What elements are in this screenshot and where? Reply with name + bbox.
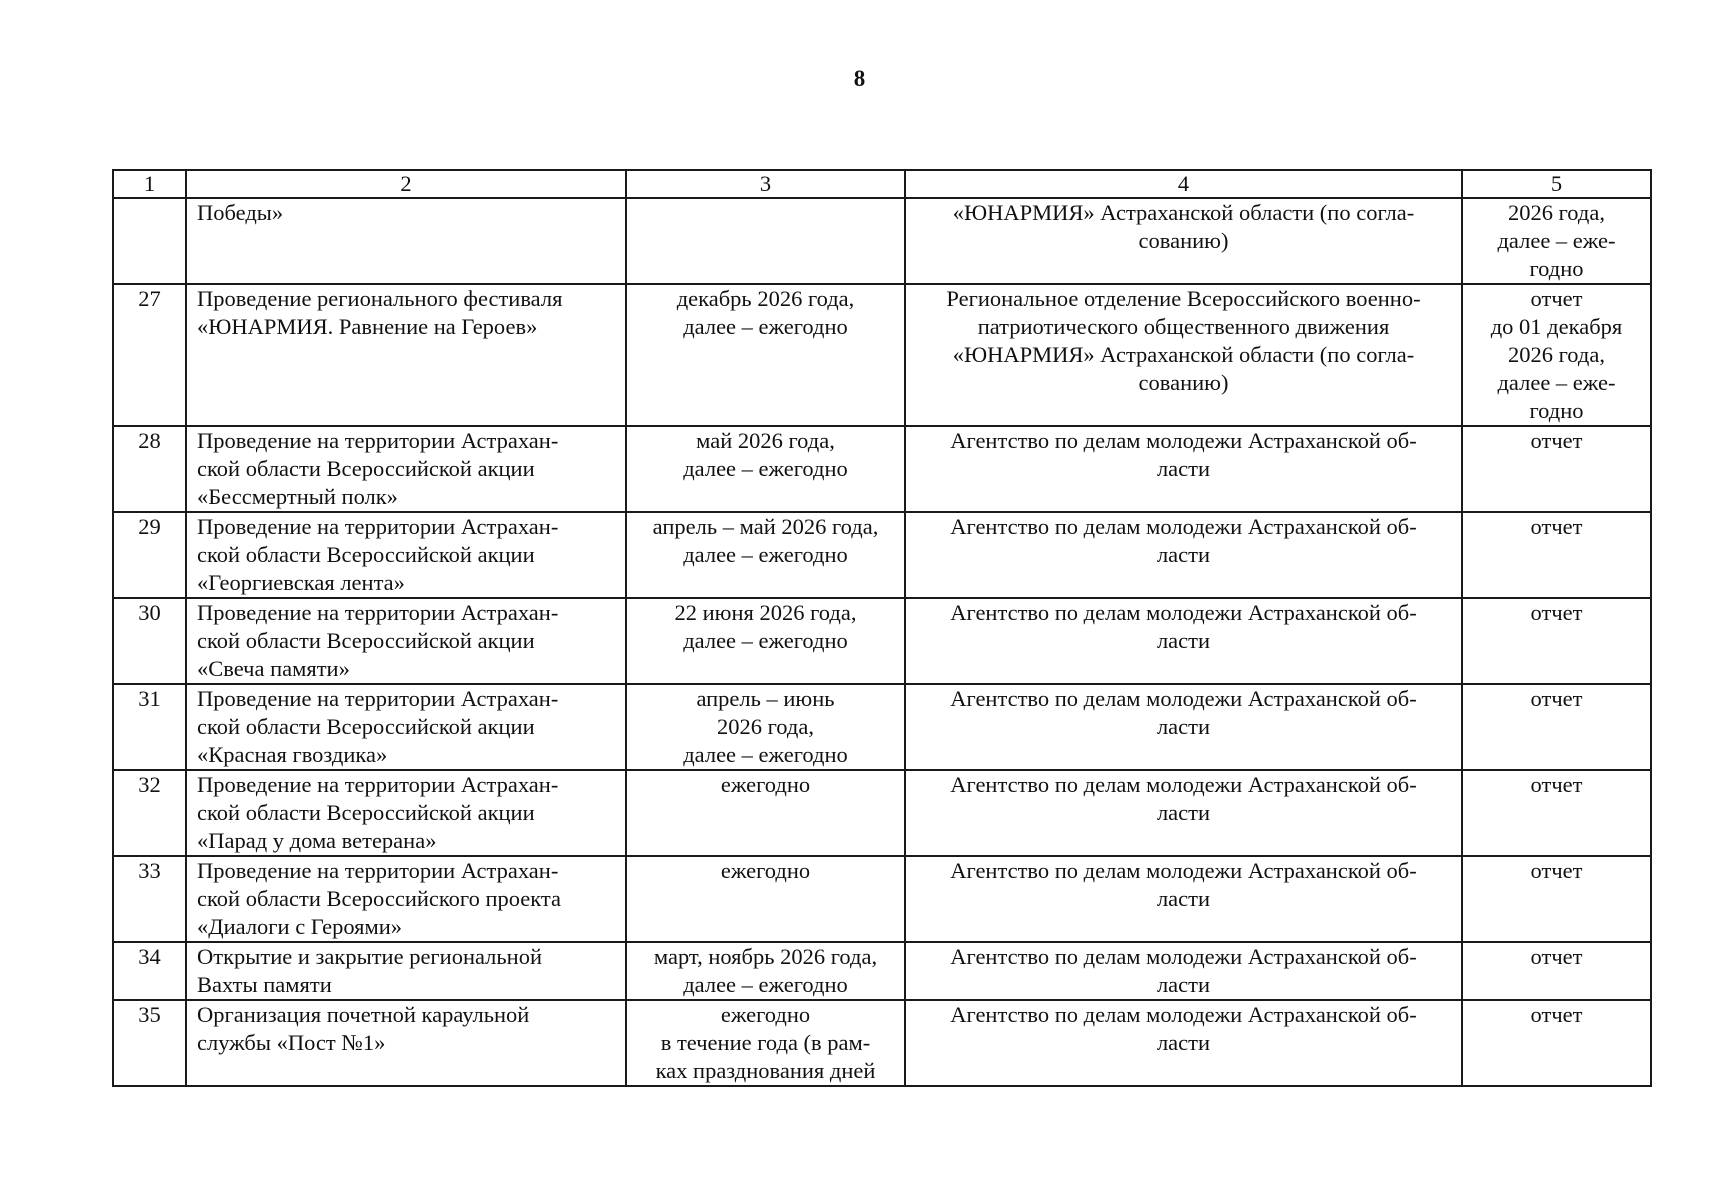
report-form xyxy=(1462,856,1651,942)
event-name-line: Проведение на территории Астрахан- xyxy=(197,428,559,453)
report-form-line: годно xyxy=(1529,398,1584,423)
event-name-line: Проведение на территории Астрахан- xyxy=(197,686,559,711)
report-form xyxy=(1462,684,1651,770)
event-name-line: Победы» xyxy=(197,200,284,225)
event-term-line: декабрь 2026 года, xyxy=(676,286,855,311)
table-row xyxy=(113,426,1651,512)
table-row xyxy=(113,856,1651,942)
column-number-5: 5 xyxy=(1462,170,1651,198)
event-name-line: ской области Всероссийской акции xyxy=(197,456,535,481)
event-executor-line: Агентство по делам молодежи Астраханской об- xyxy=(950,514,1417,539)
table-row xyxy=(113,598,1651,684)
event-executor-line: Агентство по делам молодежи Астраханской об- xyxy=(950,1002,1417,1027)
event-term xyxy=(626,598,905,684)
event-executor xyxy=(905,770,1462,856)
event-term-line: 2026 года, xyxy=(717,714,814,739)
event-name xyxy=(186,198,626,284)
event-name-line: Проведение регионального фестиваля xyxy=(197,286,563,311)
table-row xyxy=(113,512,1651,598)
row-number: 35 xyxy=(113,1000,186,1086)
event-executor-line: ласти xyxy=(1156,1030,1211,1055)
event-executor-line: ласти xyxy=(1156,456,1211,481)
report-form-line: отчет xyxy=(1530,600,1583,625)
row-number: 32 xyxy=(113,770,186,856)
event-executor-line: «ЮНАРМИЯ» Астраханской области (по согла- xyxy=(952,200,1415,225)
event-name xyxy=(186,598,626,684)
report-form-line: 2026 года, xyxy=(1508,342,1605,367)
report-form xyxy=(1462,284,1651,426)
event-name-line: «Георгиевская лента» xyxy=(197,570,405,595)
event-name xyxy=(186,770,626,856)
report-form xyxy=(1462,598,1651,684)
column-number-3: 3 xyxy=(626,170,905,198)
table-row xyxy=(113,942,1651,1000)
report-form-line: отчет xyxy=(1530,772,1583,797)
report-form-line: отчет xyxy=(1530,686,1583,711)
report-form-line: отчет xyxy=(1530,286,1583,311)
event-executor-line: Агентство по делам молодежи Астраханской об- xyxy=(950,600,1417,625)
column-number-2: 2 xyxy=(186,170,626,198)
report-form-line: 2026 года, xyxy=(1508,200,1605,225)
table-row xyxy=(113,1000,1651,1086)
event-name-line: ской области Всероссийской акции xyxy=(197,628,535,653)
event-name-line: Организация почетной караульной xyxy=(197,1002,530,1027)
report-form-line: отчет xyxy=(1530,858,1583,883)
event-executor xyxy=(905,1000,1462,1086)
table-row xyxy=(113,770,1651,856)
report-form xyxy=(1462,512,1651,598)
event-term xyxy=(626,942,905,1000)
row-number: 27 xyxy=(113,284,186,426)
event-term-line: март, ноябрь 2026 года, xyxy=(653,944,878,969)
event-executor xyxy=(905,684,1462,770)
event-name xyxy=(186,856,626,942)
event-name-line: «Красная гвоздика» xyxy=(197,742,388,767)
event-term xyxy=(626,770,905,856)
event-name-line: ской области Всероссийской акции xyxy=(197,542,535,567)
event-term-line: далее – ежегодно xyxy=(683,456,848,481)
event-term-line: 22 июня 2026 года, xyxy=(674,600,857,625)
event-term-line: далее – ежегодно xyxy=(683,314,848,339)
event-name-line: «Свеча памяти» xyxy=(197,656,350,681)
event-term-line: далее – ежегодно xyxy=(683,628,848,653)
event-term-line: далее – ежегодно xyxy=(683,742,848,767)
event-name-line: Открытие и закрытие региональной xyxy=(197,944,542,969)
event-term-line: ежегодно xyxy=(720,772,811,797)
report-form-line: далее – еже- xyxy=(1497,228,1616,253)
report-form-line: отчет xyxy=(1530,514,1583,539)
event-term xyxy=(626,684,905,770)
column-number-1: 1 xyxy=(113,170,186,198)
event-executor-line: Агентство по делам молодежи Астраханской об- xyxy=(950,686,1417,711)
report-form-line: отчет xyxy=(1530,944,1583,969)
event-executor-line: сованию) xyxy=(1138,370,1229,395)
column-number-row xyxy=(113,170,1651,198)
column-number-4: 4 xyxy=(905,170,1462,198)
row-number: 29 xyxy=(113,512,186,598)
row-number: 30 xyxy=(113,598,186,684)
event-term-line: ежегодно xyxy=(720,858,811,883)
event-term-line: далее – ежегодно xyxy=(683,542,848,567)
event-executor-line: Агентство по делам молодежи Астраханской об- xyxy=(950,858,1417,883)
event-executor-line: патриотического общественного движения xyxy=(977,314,1390,339)
event-executor xyxy=(905,942,1462,1000)
report-form-line: далее – еже- xyxy=(1497,370,1616,395)
event-term xyxy=(626,426,905,512)
event-name-line: «ЮНАРМИЯ. Равнение на Героев» xyxy=(197,314,538,339)
event-term xyxy=(626,198,905,284)
event-executor-line: Региональное отделение Всероссийского военно- xyxy=(946,286,1421,311)
event-name-line: Вахты памяти xyxy=(197,972,332,997)
event-executor-line: ласти xyxy=(1156,714,1211,739)
event-executor xyxy=(905,598,1462,684)
event-term-line: апрель – май 2026 года, xyxy=(652,514,879,539)
event-name xyxy=(186,684,626,770)
event-name-line: Проведение на территории Астрахан- xyxy=(197,514,559,539)
event-executor xyxy=(905,856,1462,942)
event-executor xyxy=(905,512,1462,598)
event-name-line: «Парад у дома ветерана» xyxy=(197,828,437,853)
event-executor-line: Агентство по делам молодежи Астраханской об- xyxy=(950,944,1417,969)
event-term-line: апрель – июнь xyxy=(696,686,835,711)
event-name-line: Проведение на территории Астрахан- xyxy=(197,858,559,883)
report-form xyxy=(1462,426,1651,512)
event-executor-line: ласти xyxy=(1156,800,1211,825)
row-number: 28 xyxy=(113,426,186,512)
report-form xyxy=(1462,198,1651,284)
table-row xyxy=(113,684,1651,770)
event-executor-line: ласти xyxy=(1156,542,1211,567)
event-term-line: ках празднования дней xyxy=(655,1058,876,1083)
report-form xyxy=(1462,770,1651,856)
report-form xyxy=(1462,942,1651,1000)
event-executor-line: ласти xyxy=(1156,628,1211,653)
report-form-line: до 01 декабря xyxy=(1490,314,1623,339)
event-term-line: ежегодно xyxy=(720,1002,811,1027)
event-executor-line: Агентство по делам молодежи Астраханской об- xyxy=(950,428,1417,453)
event-name-line: службы «Пост №1» xyxy=(197,1030,386,1055)
event-executor-line: «ЮНАРМИЯ» Астраханской области (по согла- xyxy=(952,342,1415,367)
event-name-line: ской области Всероссийской акции xyxy=(197,714,535,739)
page-number: 8 xyxy=(853,66,866,91)
report-form-line: отчет xyxy=(1530,1002,1583,1027)
row-number xyxy=(113,198,186,284)
event-executor-line: ласти xyxy=(1156,886,1211,911)
event-executor xyxy=(905,198,1462,284)
event-name-line: Проведение на территории Астрахан- xyxy=(197,600,559,625)
events-table xyxy=(112,169,1652,1087)
event-name xyxy=(186,942,626,1000)
table-row xyxy=(113,198,1651,284)
event-term-line: в течение года (в рам- xyxy=(660,1030,871,1055)
event-name xyxy=(186,284,626,426)
event-term-line: май 2026 года, xyxy=(696,428,835,453)
event-term-line: далее – ежегодно xyxy=(683,972,848,997)
table-row xyxy=(113,284,1651,426)
report-form-line: отчет xyxy=(1530,428,1583,453)
event-name-line: ской области Всероссийского проекта xyxy=(197,886,561,911)
event-executor-line: Агентство по делам молодежи Астраханской об- xyxy=(950,772,1417,797)
event-term xyxy=(626,284,905,426)
event-name-line: Проведение на территории Астрахан- xyxy=(197,772,559,797)
event-name-line: ской области Всероссийской акции xyxy=(197,800,535,825)
event-term xyxy=(626,856,905,942)
event-executor xyxy=(905,426,1462,512)
event-name-line: «Диалоги с Героями» xyxy=(197,914,403,939)
event-executor-line: сованию) xyxy=(1138,228,1229,253)
report-form xyxy=(1462,1000,1651,1086)
event-name-line: «Бессмертный полк» xyxy=(197,484,398,509)
event-term xyxy=(626,512,905,598)
report-form-line: годно xyxy=(1529,256,1584,281)
table-body xyxy=(113,170,1651,1086)
event-term xyxy=(626,1000,905,1086)
event-executor-line: ласти xyxy=(1156,972,1211,997)
row-number: 33 xyxy=(113,856,186,942)
event-name xyxy=(186,512,626,598)
row-number: 34 xyxy=(113,942,186,1000)
event-executor xyxy=(905,284,1462,426)
event-name xyxy=(186,1000,626,1086)
row-number: 31 xyxy=(113,684,186,770)
event-name xyxy=(186,426,626,512)
